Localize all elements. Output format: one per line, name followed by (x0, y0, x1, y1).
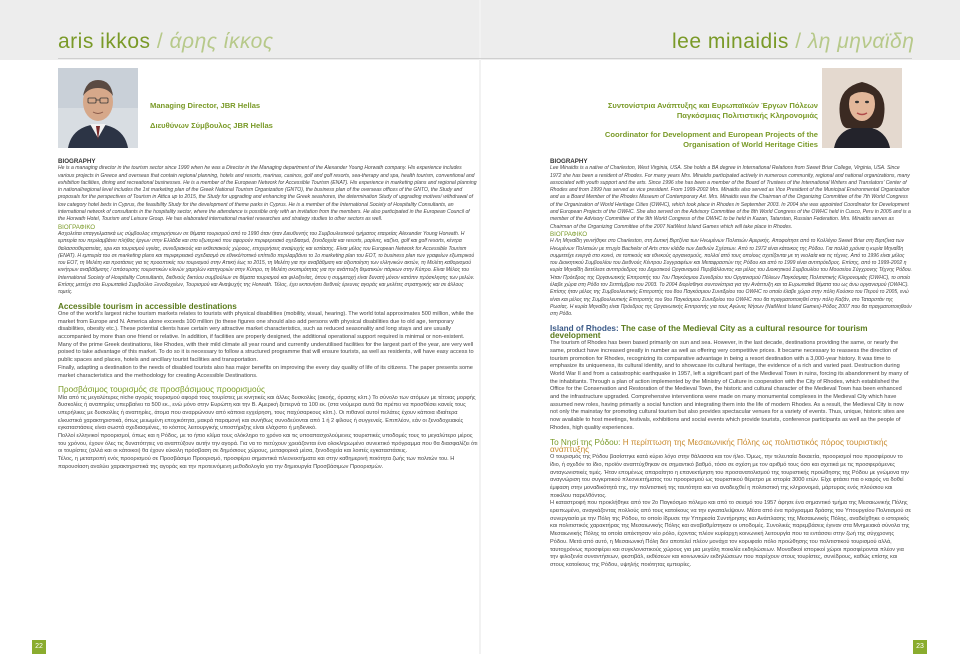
role-greek-left: Διευθύνων Σύμβουλος JBR Hellas (150, 121, 273, 130)
right-column (550, 158, 912, 570)
section-body-gr: Ο τουρισμός της Ρόδου βασίστηκε κατά κύριο λόγο στην θάλασσα και τον ήλιο. Όμως, την τελευταία δεκαετία, προορισμοί που προσφέρουν το ίδιο, ή σχεδόν το ίδιο, προϊόν αναπτύχθηκαν σε σημαντικό βαθμό, τόσο σε σχέση με τον αριθμό τους όσο και σχετικά με τις προσφερόμενες ανταγωνιστικές τιμές. Ήταν επομένως απαραίτητο η επανεκτίμηση του προσανατολισμού της τουριστικής προώθησης της Ρόδου με γνώμονα την αναγνώριση του συγκριτικού πλεονεκτήματος του προορισμού ως τουριστικού θέρετρο με ιστορία 3000 ετών. Είχε φτάσει πια ο καιρός να δοθεί έμφαση στην μοναδικότητά της, την πολιτιστική της ταυτότητα και να αναδειχθεί η πολιτιστική της κληρονομιά, μάρτυρας ενός πλούσιου και ποικίλου παρελθόντος. Η καταστροφή που προκλήθηκε από τον 2ο Παγκόσμιο πόλεμο και από το σεισμό του 1957 άφησε ένα σημαντικό τμήμα της Μεσαιωνικής Πόλης ερειπωμένο, αναγκάζοντας πολλούς από τους κατοίκους να την εγκαταλείψουν. Μέσα από ένα πρόγραμμα δράσης του Υπουργείου Πολιτισμού σε συνεργασία με την Πόλη της Ρόδου, το οποίο ίδρυσε την Υπηρεσία Συντήρησης και Ανάπλασης της Μεσαιωνικής Πόλης, αναδείχθηκε ο ιστορικός και πολιτιστικός χαρακτήρας της Μεσαιωνικής Πόλης και αναβαθμίστηκαν οι υποδομές. Συνολικές παρεμβάσεις έγιναν στα Μνημειακά σύνολα της Μεσαιωνικής Πόλης τα οποία απέκτησαν νέο ρόλο, έχοντας πλέον κυρίαρχη κοινωνική λειτουργία που τα εντάσσει στην ζωή της σύγχρονης Ρόδου. Μετά από αυτό, η Μεσαιωνική Πόλη δεν αποτελεί πλέον μονάχα τον κορυφαίο πόλο προώθησης του πολιτιστικού τουρισμού αλλά, ταυτοχρόνως προσφέρει και συγκλονιστικούς χώρους για μια μεγάλη ποικιλία εκδηλώσεων. Μοναδικοί ιστορικοί χώροι προσφέρονται πλέον για την φιλοξενία συναντήσεων, φεστιβάλ, εκθέσεων και κοινωνικών εκδηλώσεων που παρέχουν στους τουρίστες, συνέδρους, καθώς επίσης και στους κατοίκους της Ρόδου, υψηλής ποιότητας εμπειρίες. (550, 454, 911, 568)
header-separator: / (156, 30, 164, 53)
header-title-left (58, 30, 274, 54)
portrait-photo-aris-ikkos (58, 68, 138, 148)
biography-label-en: BIOGRAPHY (58, 158, 96, 165)
portrait-photo-lee-minaidis (822, 68, 902, 148)
header-name-latin: aris ikkos (58, 30, 151, 53)
page-number-right: 23 (913, 640, 927, 654)
biography-text-gr: Ασχολείται επαγγελματικά ως σύμβουλος επιχειρήσεων σε θέματα τουρισμού από το 1990 όταν ήταν Διευθυντής του Συμβουλευτικού τμήματος εταιρείας Alexander Young Horwath. Η εμπειρία του περιλαμβάνει πλήθος έργων στην Ελλάδα και στο εξωτερικό που αφορούν περιφερειακό σχεδιασμό, ξενοδοχεία και resorts, μαρίνες, καζίνο, golf και golf resorts, κέντρα θαλασσοθεραπείας, spa και τουρισμού υγείας, συνεδριακούς και εκθεσιακούς χώρους, επιχειρήσεις αναψυχής και εστίασης. Είναι μέλος του European Network for Accessible Tourism (ENAT). Η εμπειρία του σε marketing plans και περιφερειακό σχεδιασμό σε εθνικό/τοπικό επίπεδο περιλαμβάνει το 1ο marketing plan του ΕΟΤ, το business plan των γραφείων εξωτερικού του ΕΟΤ, τη Μελέτη και προτάσεις για τις προοπτικές του τουρισμού στην Αττική έως το 2015, τη Μελέτη για την αναβάθμιση και αξιοποίηση των ελληνικών ακτών, τη Μελέτη καθορισμού κινήτρων αναβάθμισης / απόσυρσης τουριστικών κλινών χαμηλών κατηγοριών στην Κύπρο, τη Μελέτη σκοπιμότητας για την ανάπτυξη θεματικών πάρκων στην Κύπρο. Είναι Μέλος του International Society of Hospitality Consultants, διεθνούς δικτύου συμβούλων σε θέματα τουρισμού και φιλοξενίας, όπου η συμμετοχή είναι δυνατή μόνον κατόπιν πρόσκλησης των μελών. Επίσης μετείχε στο Ευρωπαϊκό Συμβούλιο Ξενοδοχείων, Τουρισμού και Αναψυχής της Horwath. Τέλος, έχει εκπονήσει διεθνείς έρευνες αγοράς και μελέτες στρατηγικής και σε άλλους τομείς. (58, 230, 475, 296)
left-column (58, 158, 478, 472)
section-title-en-rest: The case of the Medieval City as a cultural resource for tourism development (550, 323, 868, 340)
header-rule-left (58, 58, 480, 59)
header-separator: / (795, 30, 802, 53)
biography-label-gr: ΒΙΟΓΡΑΦΙΚΟ (550, 230, 588, 238)
header-name-latin: lee minaidis (672, 30, 789, 53)
role-greek-right-line2: Παγκόσμιας Πολιτιστικής Κληρονομιάς (676, 111, 818, 120)
role-english-right-line1: Coordinator for Development and European Projects of the (604, 130, 818, 139)
biography-label-en: BIOGRAPHY (550, 158, 588, 165)
page-number-left: 22 (32, 640, 46, 654)
section-title-gr-rest: Η περίπτωση της Μεσαιωνικής Πόλης ως πολιτιστικός πόρος τουριστικής ανάπτυξης (550, 437, 888, 454)
section-title-en (550, 325, 912, 340)
biography-label-gr: ΒΙΟΓΡΑΦΙΚΟ (58, 223, 96, 231)
biography-text-en: Lee Minaidis is a native of Charleston, West Virginia, USA. She holds a BA degree in International Relations from Sweet Briar College, Virginia, USA. Since 1972 she has been a resident of Rhodes. For many years Mrs. Minaidis participated actively in numerous community, regional and national organizations, many associated with youth support and the arts. Since 1996 she has been a member of the Board of Trustees of the International Writers and Translators' Center of Rhodes and from 1999 has served as vice president. From 1999-2002 Mrs. Minaidis also served as Vice President of the Municipal Environmental Organization and as a Board Member of the Rhodes Museum of Contemporary Art. Mrs. Minaidis was the Chairman of the Organizing Committee of the 7th World Congress of the Organization of World Heritage Cities (OWHC), which took place in Rhodes in September 2003. In 2004 she was appointed Coordinator for Development and European Projects of the OWHC. She also served on the Advisory Committee of the 8th World Congress of the OWHC held in Cusco, Peru in 2005 and is a member of the Advisory Committee of the 9th World Congress of the OWHC to be held in Kazan, Tatarstan, Russian Federation. Mrs. Minaidis serves as Chairman of the Organizing Committee of the 2007 NatWest Island Games which will take place in Rhodes. (550, 165, 911, 230)
role-english-right-line2: Organisation of World Heritage Cities (683, 140, 818, 149)
header-title-right (672, 30, 914, 54)
header-name-greek: άρης ίκκος (169, 30, 274, 53)
section-title-en: Accessible tourism in accessible destinations (58, 301, 237, 311)
role-greek-right-line1: Συντονίστρια Ανάπτυξης και Ευρωπαϊκών Έργων Πόλεων (607, 101, 818, 110)
section-title-en-prefix: Island of Rhodes: (550, 323, 621, 333)
page-gutter (479, 0, 481, 654)
biography-text-gr: Η Λη Μηναΐδη γεννήθηκε στο Charleston, στη Δυτική Βιρτζίνια των Ηνωμένων Πολιτειών Αμερικής. Αποφοίτησε από το Κολλέγιο Sweet Briar στη Βιρτζίνια των Ηνωμένων Πολιτειών με πτυχίο Bachelor of Arts στον κλάδο των Διεθνών Σχέσεων. Από το 1972 είναι κάτοικος της Ρόδου. Για πολλά χρόνια η κυρία Μηναΐδη συμμετείχε ενεργά στο κοινό, σε τοπικούς και εθνικούς οργανισμούς, πολλοί από τους οποίους σχετίζονται με τη νεολαία και τις τέχνες. Από το 1996 είναι μέλος του Διοικητικού Συμβουλίου του Διεθνούς Κέντρου Συγγραφέων και Μεταφραστών της Ρόδου και από το 1999 είναι αντιπρόεδρος. Επίσης, από το 1999-2002 η κυρία Μηναΐδη διετέλεσε αντιπρόεδρος του Δημοτικού Οργανισμού Περιβάλλοντος και μέλος του Διοικητικού Συμβουλίου του Μουσείου Σύγχρονης Τέχνης Ρόδου. Ήταν Πρόεδρος της Οργανωτικής Επιτροπής του 7ου Παγκόσμιου Συνεδρίου του Οργανισμού Πόλεων Παγκόσμιας Πολιτιστικής Κληρονομιάς (OWHC), το οποίο έλαβε χώρα στη Ρόδο τον Σεπτέμβριο του 2003. Το 2004 διορίσθηκε συντονίστρια για την Ανάπτυξη και τα Ευρωπαϊκά θέματα του ως άνω οργανισμού (OWHC). Επίσης ήταν μέλος της Συμβουλευτικής Επιτροπής του 8ου Παγκόσμιου Συνεδρίου του OWHC το οποίο έλαβε χώρα στην πόλη Κούσκο του Περού το 2005, ενώ είναι και μέλος της Συμβουλευτικής Επιτροπής του 9ου Παγκόσμιου Συνεδρίου του OWHC που θα πραγματοποιηθεί στην πόλη Καζάν, στο Ταταρστάν της Ρωσίας. Η κυρία Μηναΐδη είναι Πρόεδρος της Οργανωτικής Επιτροπής για τους Αγώνες Νήσων (NatWest Island Games)-Ρόδος 2007 που θα πραγματοποιηθούν στη Ρόδο. (550, 238, 912, 318)
section-body-en: One of the world's largest niche tourism markets relates to tourists with physical disabilities (mobility, visual, hearing). The world total approximates 500 million, while the market from Europe and N. America alone exceeds 100 million (to these figures one should also add persons with physical disabilities due to old age, temporary disabilities, obesity etc.). These potential clients have certain very attractive market characteristics, such as reduced seasonality and long stays and are usually accompanied by more than one friend or relative. In addition, if facilities are properly designed, the additional operational support required is minimal or non-existent. Many of the prime Greek destinations, like Rhodes, with their mild climate all year round and currently underutilised facilities for the largest part of the year, are very well poised to take advantage of this market. To do so it is necessary to follow a structured programme that will ensure tourists, as well as residents, will have easy access to public spaces and places, hotels and ancillary tourist facilities and transportation. Finally, adapting a destination to the needs of disabled tourists also has major benefits on improving the every day quality of life of its citizens. The paper presents some market characteristics and the methodology for creating Accessible Destinations. (58, 310, 474, 379)
section-title-gr: Προσβάσιμος τουρισμός σε προσβάσιμους προορισμούς (58, 385, 265, 395)
section-body-gr: Μία από τις μεγαλύτερες niche αγορές τουρισμού αφορά τους τουρίστες με κινητικές και άλλες δυσκολίες (ακοής, όρασης κλπ.) Το σύνολο των ατόμων με τέτοιας μορφής δυσκολίες ή αναπηρίες υπερβαίνει τα 500 εκ., ενώ μόνο στην Ευρώπη και την Β. Αμερική ξεπερνά τα 100 εκ. (στα νούμερα αυτά θα πρέπει να προσθέσει κανείς τους υπερήλικες με δυσκολίες ή αναπηρίες, άτομα που αναρρώνουν από κάποια εγχείρηση, τους παχύσαρκους κλπ.). Οι πιθανοί αυτοί πελάτες έχουν κάποια ιδιαίτερα ελκυστικά χαρακτηριστικά, όπως μειωμένη εποχικότητα, μακρά παραμονή και συνήθως συνοδεύονται από 1 ή 2 φίλους ή συγγενείς. Επιπλέον, εάν οι ξενοδοχειακές εγκαταστάσεις είναι σωστά σχεδιασμένες, το κόστος λειτουργικής υποστήριξης είναι ελάχιστο ή μηδενικό. Πολλοί ελληνικοί προορισμοί, όπως και η Ρόδος, με το ήπιο κλίμα τους ολόκληρο το χρόνο και τις υποαπασχολούμενες τουριστικές υποδομές τους το μεγαλύτερο μέρος του χρόνου, έχουν όλες τις δυνατότητες να αναπτύξουν αυτήν την αγορά. Για να το πετύχουν χρειάζονται ένα ολοκληρωμένο συνεκτικό πρόγραμμα που θα διασφαλίζει ότι οι τουρίστες (αλλά και οι κάτοικοι) θα έχουν εύκολη πρόσβαση σε δημόσιους χώρους, μεταφορικά μέσα, ξενοδοχεία και λοιπές εγκαταστάσεις. Τέλος, η μετατροπή ενός προορισμού σε Προσβάσιμο Προορισμό, προσφέρει σημαντικά πλεονεκτήματα και στην καθημερινή ποιότητα ζωής των πολιτών του. Η παρουσίαση αναλύει χαρακτηριστικά της αγοράς και την προτεινόμενη μεθοδολογία για την δημιουργία Προσβάσιμων Προορισμών. (58, 394, 478, 470)
section-body-en: The tourism of Rhodes has been based primarily on sun and sea. However, in the last decade, destinations providing the same, or nearly the same, product have increased greatly in number as well as offering very competitive prices. It became necessary to reassess the direction of tourism promotion for Rhodes, recognizing its comparative advantage in being a resort destination with a 3,000-year history. It was time to emphasize its uniqueness, its cultural identity, and to showcase its cultural heritage, the evidence of a rich and varied past. Destruction during World War II and from a catastrophic earthquake in 1957, left a significant part of the Medieval Town in ruins, forcing its abandonment by many of the inhabitants. Through a plan of action implemented by the Ministry of Culture in cooperation with the City of Rhodes, which established the Office for the Conservation and Restoration of the Medieval Town, the historic and cultural character of the Medieval Town has been enhanced and the infrastructure upgraded. Comprehensive interventions were made on many monumental complexes in the Medieval City which have assumed new roles, having primarily a social function and integrating them into the life of modern Rhodes. As a result, the Medieval City is now not only the mainstay for promoting cultural tourism but also provides spectacular venues for a variety of events. Thus, unique, historic sites are now available to host meetings, festivals, exhibitions and social events which provide tourists, conference participants as well as the people of Rhodes, high quality experiences. (550, 340, 909, 431)
section-title-gr (550, 439, 912, 454)
section-title-gr-prefix: Το Νησί της Ρόδου: (550, 437, 623, 447)
role-english-left: Managing Director, JBR Hellas (150, 101, 261, 110)
header-rule-right (480, 58, 912, 59)
header-name-greek: λη μηναϊδη (807, 30, 915, 53)
biography-text-en: He is a managing director in the tourism sector since 1990 when he was a Director in the Managing department of the Alexander Young Horwath company. His experience includes various projects in Greece and overseas that contain regional planning, hotels and resorts, marinas, casinos, golf and golf resorts, sea-therapy and spa, health tourism, conventional and exhibition facilities, dining and recreational businesses. He is a member of the European Network for Accessible Tourism (ENAT). His experience in marketing plans and regional planning in national/regional level includes the 1st marketing plan of the Greek National Tourism Organization (GNTO), the business plan of the overseas offices of the GNTO, the Study and proposals for the perspectives of Tourism in Attica up to 2015, the Study for upgrading and enhancing the Greek seashores, the determination Study of upgrading motives/ withdrawal of low category hotel beds in Cyprus, the feasibility Study for the development of theme parks in Cyprus. He is a member of the International Society of Hospitality Consultants, an international network of consultants in the hospitality sector, where the attendance is possible only with an invitation from the members. He also participated in the European Council of the Horwath Hotel, Tourism and Leisure Group. He has elaborated international market researches and strategy studies to other sectors as well. (58, 165, 477, 223)
